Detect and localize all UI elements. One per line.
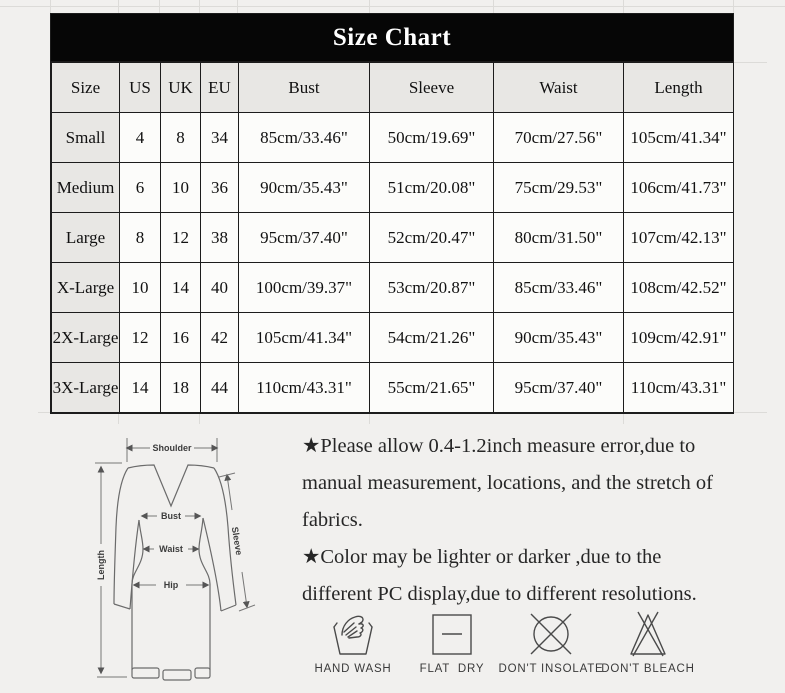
cell: Large <box>52 213 120 263</box>
measure-notes <box>302 428 726 613</box>
cell: 90cm/35.43" <box>239 163 370 213</box>
cell: 107cm/42.13" <box>624 213 734 263</box>
bust-label: Bust <box>161 511 181 521</box>
cell: 90cm/35.43" <box>494 313 624 363</box>
table-row <box>52 163 734 213</box>
cell: X-Large <box>52 263 120 313</box>
cell: 108cm/42.52" <box>624 263 734 313</box>
cell: 54cm/21.26" <box>370 313 494 363</box>
cell: 36 <box>201 163 239 213</box>
cell: Medium <box>52 163 120 213</box>
cell: 95cm/37.40" <box>494 363 624 413</box>
cell: 14 <box>120 363 161 413</box>
cell: 2X-Large <box>52 313 120 363</box>
care-item-dont-bleach <box>583 610 713 675</box>
note-measure-error: ★Please allow 0.4-1.2inch measure error,due to manual measurement, locations, and the stretch of fabrics. <box>302 435 714 531</box>
cell: 3X-Large <box>52 363 120 413</box>
cell: 12 <box>161 213 201 263</box>
cell: 53cm/20.87" <box>370 263 494 313</box>
cell: 51cm/20.08" <box>370 163 494 213</box>
cell: 14 <box>161 263 201 313</box>
cell: 110cm/43.31" <box>239 363 370 413</box>
cell: 85cm/33.46" <box>239 113 370 163</box>
size-chart-title: Size Chart <box>51 14 733 62</box>
cell: 95cm/37.40" <box>239 213 370 263</box>
hip-label: Hip <box>163 580 179 590</box>
care-label: DON'T INSOLATE <box>498 663 604 675</box>
table-row <box>52 113 734 163</box>
cell: 12 <box>120 313 161 363</box>
cell: 18 <box>161 363 201 413</box>
cell: 109cm/42.91" <box>624 313 734 363</box>
table-row <box>52 263 734 313</box>
cell: 100cm/39.37" <box>239 263 370 313</box>
cell: 105cm/41.34" <box>624 113 734 163</box>
size-chart <box>50 13 734 414</box>
col-header-length: Length <box>624 63 734 113</box>
cell: 8 <box>161 113 201 163</box>
cell: 40 <box>201 263 239 313</box>
table-row <box>52 313 734 363</box>
col-header-eu: EU <box>201 63 239 113</box>
cell: 55cm/21.65" <box>370 363 494 413</box>
col-header-us: US <box>120 63 161 113</box>
cell: 8 <box>120 213 161 263</box>
cell: 42 <box>201 313 239 363</box>
col-header-waist: Waist <box>494 63 624 113</box>
cell: 44 <box>201 363 239 413</box>
dont-bleach-icon <box>625 610 671 658</box>
col-header-sleeve: Sleeve <box>370 63 494 113</box>
hand-wash-icon <box>330 610 376 658</box>
cell: 110cm/43.31" <box>624 363 734 413</box>
cell: 106cm/41.73" <box>624 163 734 213</box>
care-label: HAND WASH <box>314 663 392 675</box>
cell: 16 <box>161 313 201 363</box>
sleeve-label: Sleeve <box>229 526 245 556</box>
cell: 52cm/20.47" <box>370 213 494 263</box>
cell: 6 <box>120 163 161 213</box>
table-row <box>52 363 734 413</box>
cell: 10 <box>161 163 201 213</box>
cell: 38 <box>201 213 239 263</box>
cell: Small <box>52 113 120 163</box>
shoulder-label: Shoulder <box>152 443 192 453</box>
cell: 105cm/41.34" <box>239 313 370 363</box>
col-header-size: Size <box>52 63 120 113</box>
cell: 75cm/29.53" <box>494 163 624 213</box>
dont-insolate-icon <box>528 610 574 658</box>
cell: 4 <box>120 113 161 163</box>
cell: 50cm/19.69" <box>370 113 494 163</box>
cell: 10 <box>120 263 161 313</box>
table-row <box>52 213 734 263</box>
care-label: DON'T BLEACH <box>601 663 695 675</box>
col-header-uk: UK <box>161 63 201 113</box>
flat-dry-icon <box>429 610 475 658</box>
length-label: Length <box>96 550 106 580</box>
header-row <box>52 63 734 113</box>
cell: 80cm/31.50" <box>494 213 624 263</box>
cell: 70cm/27.56" <box>494 113 624 163</box>
note-color-difference: ★Color may be lighter or darker ,due to the different PC display,due to different resolutions. <box>302 546 697 605</box>
col-header-bust: Bust <box>239 63 370 113</box>
care-instructions <box>0 610 785 682</box>
care-label: FLAT DRY <box>419 663 485 675</box>
cell: 34 <box>201 113 239 163</box>
waist-label: Waist <box>159 544 183 554</box>
size-chart-table <box>51 62 734 413</box>
cell: 85cm/33.46" <box>494 263 624 313</box>
